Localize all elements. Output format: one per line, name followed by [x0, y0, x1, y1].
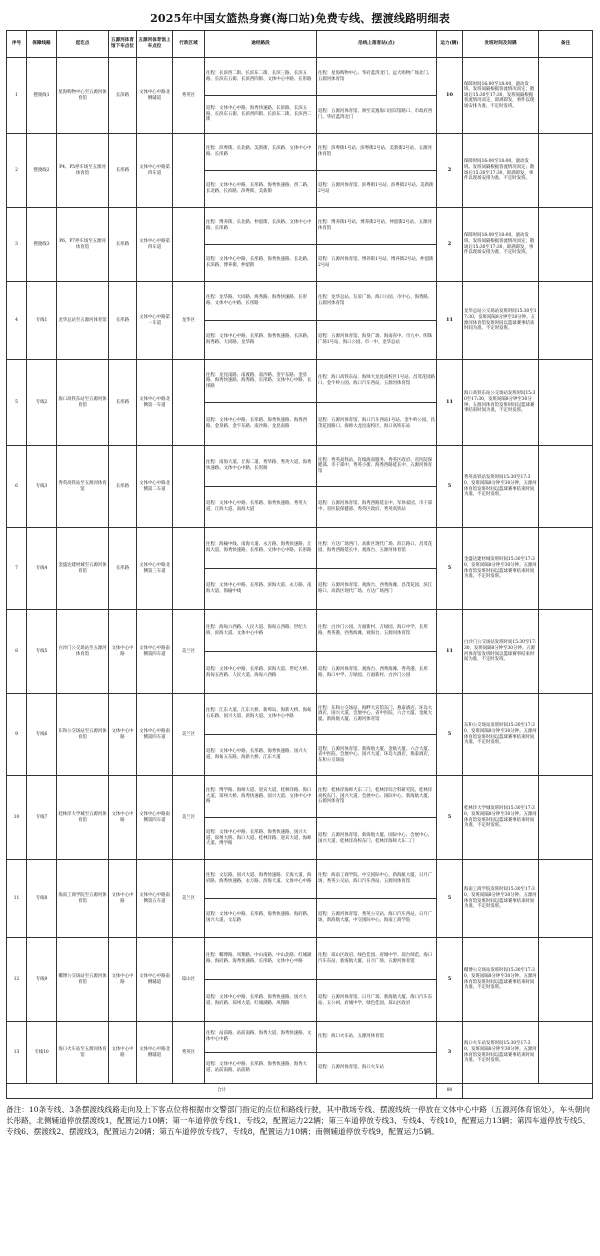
capacity: 5 [437, 776, 463, 860]
district [173, 446, 205, 528]
route-outbound: 往程：站前路、站前南路、海秀大道、海秀快速路、文体中心中路 [205, 1022, 317, 1053]
stops-return: 返程：五源河体育馆、滨粤街1号站、滨粤街2号站、美新街2号站 [317, 171, 437, 208]
table-row [7, 58, 593, 96]
pick-up-point: 文体中心中路南侧第四车道 [137, 610, 173, 694]
total-empty [463, 1084, 593, 1099]
table-row [7, 208, 593, 245]
schedule: 海南工商学院发班时间15:30至17:30，发班间隔8分钟至30分钟。五源河体育馆发班时间以篮球赛事结束时间为准，不定时发班。 [463, 860, 539, 938]
stops-return: 返程：五源河体育馆、海垦广场、海南省中、市九中、明珠广场1号站、海口公园、市一中、龙华总站 [317, 321, 437, 360]
row-number: 9 [7, 694, 27, 776]
footnote: 备注：10条专线、3条摆渡线线路走向及上下客点位将根据市交警部门指定的点位和路线行驶，其中散场专线、摆渡线统一停放在文体中心中路（五源河体育馆处），车头朝向长彤路，北侧辅道停放摆渡线1，配置运力10辆；第一车道停放专线1、专线2，配置运力22辆；第三车道停放专线3、专线4、专线10，配置运力13辆；第四车道停放专线5、专线6、摆渡线2、摆渡线3，配置运力20辆；第五车道停放专线7、专线8，配置运力10辆；南侧辅道停放专线9，配置运力5辆。 [6, 1105, 591, 1136]
line-name: 专线6 [27, 694, 57, 776]
header-cell: 运力(辆) [437, 31, 463, 58]
origin-destination: 桂林洋大学城至五源河体育馆 [57, 776, 109, 860]
route-return: 返程：文体中心中路、长彤路、滨海大道、永万路、南海大道、海榆中线 [205, 569, 317, 610]
origin-destination: 椰博公交场站至五源河体育馆 [57, 938, 109, 1022]
district: 秀英区 [173, 58, 205, 134]
remark [539, 528, 593, 610]
row-number: 6 [7, 446, 27, 528]
origin-destination: 东和公交场站至五源河体育馆 [57, 694, 109, 776]
remark [539, 610, 593, 694]
route-outbound: 往程：龙华路、大同路、海秀路、海秀快速路、长彤路、文体中心中路、长彤路 [205, 282, 317, 321]
stops-outbound: 往程：龙华总站、友谊广场、海口公园、市中心、海秀路、五源河体育馆 [317, 282, 437, 321]
route-return: 返程：文体中心中路、海秀快速路、长滨路、长滨五路、长滨东五街、长滨西四街、长滨东二街、长滨西二街 [205, 96, 317, 134]
origin-destination: 白沙门公交场站至五源河体育馆 [57, 610, 109, 694]
line-name: 专线4 [27, 528, 57, 610]
drop-off-point: 文体中心中路 [109, 694, 137, 776]
pick-up-point: 文体中心中路南侧第五车道 [137, 860, 173, 938]
district [173, 528, 205, 610]
stops-outbound: 往程：琼山区政府、绿色佳园、府城中学、琼台师范、海口汽车东站、新海航大厦、日月广场、五源河体育馆 [317, 938, 437, 980]
district: 琼山区 [173, 938, 205, 1022]
table-row [7, 610, 593, 652]
route-return: 返程：文体中心中路、长彤路、海秀快速路、长北路、长滨路、博养街、仲韶街 [205, 245, 317, 282]
stops-outbound: 往程：秀英高铁站、有线海南服务、秀英区政府、省医院保健部、市干部中、秀英小街、海秀西路延长中、五源河体育馆 [317, 446, 437, 487]
table-row [7, 860, 593, 899]
table-row [7, 528, 593, 569]
stops-outbound: 往程：海南工商学院、中交国际中心、新海航大厦、日月广场、秀英公交站、海口汽车西站、五源河体育馆 [317, 860, 437, 899]
stops-outbound: 往程：桂林洋海师大东二门、桂林洋综合科研究院、桂林洋高校东门、国兴大道、会展中心、国际中心、新海航大厦、五源河体育馆 [317, 776, 437, 818]
district: 美兰区 [173, 776, 205, 860]
remark [539, 282, 593, 360]
schedule: 龙华总站公交场站发班时间15:30至17:30，发班间隔8分钟至30分钟。五源河体育馆发班时间以篮球赛事结束时间为准，不定时发班。 [463, 282, 539, 360]
row-number: 4 [7, 282, 27, 360]
origin-destination: 海南工商学院至五源河体育馆 [57, 860, 109, 938]
capacity: 10 [437, 58, 463, 134]
route-return: 返程：文体中心中路、长彤路、海秀快速路、海秀西路、金垦路、金宇东路、南沙路、龙昆南路 [205, 403, 317, 446]
pick-up-point: 文体中心中路南侧第四车道 [137, 776, 173, 860]
remark [539, 694, 593, 776]
district: 美兰区 [173, 860, 205, 938]
remark [539, 134, 593, 208]
schedule: 白沙门公交场站发班时间15:30至17:30，发班间隔8分钟至30分钟。五源河体育馆发班时间以篮球赛事结束时间为准，不定时发班。 [463, 610, 539, 694]
route-outbound: 往程：海榆中线、南海大道、永万路、海秀快速路、丘海大道、海秀快速路、长彤路、文体中心中路、长彤路 [205, 528, 317, 569]
row-number: 12 [7, 938, 27, 1022]
district [173, 208, 205, 282]
schedule: 保障时间16:00至18:00，滚动发班。发班间隔根据客流情况而定；散场后15:30至17:30，即满即发，事件以现场安排为准，不定时发班。 [463, 208, 539, 282]
total-value: 80 [437, 1084, 463, 1099]
schedule: 椰博公交场站发班时间15:30至17:30，发班间隔8分钟至30分钟。五源河体育馆发班时间以篮球赛事结束时间为准，不定时发班。 [463, 938, 539, 1022]
route-outbound: 往程：博学路、海师大道、迎宾大道、桂林洋路、海口大道、琼州大桥、海秀快速路、国兴大道、文体中心中路 [205, 776, 317, 818]
drop-off-point: 长彤路 [109, 134, 137, 208]
stops-outbound: 往程：海口高铁东站、海师大龙昆南校区1号站、昌茂花园路口、金牛岭公园、海口汽车西站、五源河体育馆 [317, 360, 437, 403]
pick-up-point: 文体中心中路北侧辅道 [137, 58, 173, 134]
stops-outbound: 往程：星海购物中心、华府蓝湾北门、远大购物广场北门、五源河体育馆 [317, 58, 437, 96]
line-name: 专线9 [27, 938, 57, 1022]
pick-up-point: 文体中心中路北侧第二车道 [137, 446, 173, 528]
origin-destination: P4、P5停车场至五源河体育馆 [57, 134, 109, 208]
header-cell: 保障线路 [27, 31, 57, 58]
route-return: 返程：文体中心中路、长彤路、海秀快速路、秀英大道、丘海大道、南海大道 [205, 487, 317, 528]
row-number: 10 [7, 776, 27, 860]
drop-off-point: 长彤路 [109, 528, 137, 610]
stops-return: 返程：五源河体育馆、新海航大厦、金航大厦、六合大厦、省中医院、会展中心、国兴大道、环岛大酒店、燕泰酒店、东和公交场站 [317, 735, 437, 776]
total-label: 合计 [7, 1084, 437, 1099]
drop-off-point: 文体中心中路 [109, 1022, 137, 1084]
stops-outbound: 往程：海口火车站、五源河体育馆 [317, 1022, 437, 1053]
header-cell: 序号 [7, 31, 27, 58]
stops-return: 返程：五源河体育馆、博养街1号站、博养街2号站、仲韶街2号站 [317, 245, 437, 282]
stops-outbound: 往程：博养街1号站、博养街2号站、仲韶街2号站、五源河体育馆 [317, 208, 437, 245]
drop-off-point: 文体中心中路 [109, 776, 137, 860]
capacity: 11 [437, 360, 463, 446]
schedule: 金盛达建材城发班时间15:30至17:30，发班间隔8分钟至30分钟。五源河体育馆发班时间以篮球赛事结束时间为准，不定时发班。 [463, 528, 539, 610]
page [6, 0, 594, 1137]
header-cell: 沿线上落客站(点) [317, 31, 437, 58]
table-row [7, 134, 593, 171]
row-number: 11 [7, 860, 27, 938]
row-number: 3 [7, 208, 27, 282]
header-cell: 途经路段 [205, 31, 317, 58]
stops-outbound: 往程：东和公交场站、海畔大宾馆东门、燕泰酒店、环岛大酒店、国兴大道、会展中心、省中医院、六合大厦、金航大厦、新海航大厦、五源河体育馆 [317, 694, 437, 735]
district: 美兰区 [173, 610, 205, 694]
header-cell: 起讫点 [57, 31, 109, 58]
origin-destination: 海口高铁东站至五源河体育馆 [57, 360, 109, 446]
line-name: 摆渡线2 [27, 134, 57, 208]
district [173, 134, 205, 208]
route-outbound: 往程：海甸六西路、人民大道、海甸五西路、世纪大桥、滨海大道、文体中心中路 [205, 610, 317, 652]
route-table [6, 30, 593, 1099]
stops-return: 返程：五源河体育馆、新海航大厦、国际中心、会展中心、国兴大道、桂林洋高校东门、桂林洋海师大东二门 [317, 818, 437, 860]
stops-return: 返程：五源河体育馆、洲至美逸海口国宾馆路口、市政府西门、华府蓝湾北门 [317, 96, 437, 134]
drop-off-point: 长彤路 [109, 282, 137, 360]
row-number: 8 [7, 610, 27, 694]
stops-return: 返程：五源河体育馆、秀英公交站、海口汽车西站、日月广场、新海航大厦、中交国际中心、海南工商学院 [317, 899, 437, 938]
row-number: 13 [7, 1022, 27, 1084]
route-return: 返程：文体中心中路、长彤路、海秀快速路、海秀大道、站前南路、站前路 [205, 1053, 317, 1084]
route-return: 返程：文体中心中路、长彤路、海秀快速路、海府路、国兴大道、文坛路 [205, 899, 317, 938]
table-row [7, 1022, 593, 1053]
stops-return: 返程：五源河体育馆、海口火车站 [317, 1053, 437, 1084]
row-number: 1 [7, 58, 27, 134]
capacity: 2 [437, 208, 463, 282]
route-outbound: 往程：江东大道、江东大桥、新埠岛、海新大桥、海甸五东路、国兴大道、滨海大道、文体中心中路 [205, 694, 317, 735]
origin-destination: 海口火车站至五源河体育馆 [57, 1022, 109, 1084]
origin-destination: P6、P7停车场至五源河体育馆 [57, 208, 109, 282]
table-row [7, 694, 593, 735]
stops-return: 返程：五源河体育馆、海口汽车西站1号站、金牛岭公园、昌茂花园路口、海师大龙昆南校区、海口高铁东站 [317, 403, 437, 446]
drop-off-point: 长彤路 [109, 360, 137, 446]
remark [539, 1022, 593, 1084]
schedule: 东和公交场站发班时间15:30至17:30，发班间隔8分钟至30分钟。五源河体育馆发班时间以篮球赛事结束时间为准，不定时发班。 [463, 694, 539, 776]
pick-up-point: 文体中心中路南侧辅道 [137, 938, 173, 1022]
route-outbound: 往程：文坛路、国兴大道、海秀快速路、丘海大道、海府路、海秀快速路、永万路、滨海大道、文体中心中路 [205, 860, 317, 899]
stops-outbound: 往程：方达广场西门、高新区现代广场、滨江路口、昌茂花园、海秀西路延长中、观海台、五源河体育馆 [317, 528, 437, 569]
route-outbound: 往程：博养街、长北路、仲韶街、长滨路、文体中心中路、长彤路 [205, 208, 317, 245]
stops-return: 返程：五源河体育馆、观海台、西秀海滩、秀英港、长彤路、海口中学、万绿园、万福新村、白沙门公园 [317, 652, 437, 694]
route-return: 返程：文体中心中路、长彤路、海秀快速路、西二路、长北路、长滨路、滨粤街、美新街 [205, 171, 317, 208]
remark [539, 446, 593, 528]
schedule: 海口火车站发班时间15:30至17:30，发班间隔8分钟至30分钟。五源河体育馆发班时间以篮球赛事结束时间为准，不定时发班。 [463, 1022, 539, 1084]
total-row [7, 1084, 593, 1099]
capacity: 5 [437, 528, 463, 610]
header-cell: 行政区域 [173, 31, 205, 58]
stops-return: 返程：五源河体育馆、海秀西路延长中、军休家园、市干部中、省医院保健部、秀英区政府、秀英高铁站 [317, 487, 437, 528]
line-name: 专线8 [27, 860, 57, 938]
header-cell: 发班时间及间隔 [463, 31, 539, 58]
route-outbound: 往程：龙昆南路、南渡路、南沙路、金宇东路、金垦路、海秀快速路、海秀路、长彤路、文体中心中路、长彤路 [205, 360, 317, 403]
origin-destination: 星海购物中心至五源河体育馆 [57, 58, 109, 134]
capacity: 5 [437, 446, 463, 528]
line-name: 专线1 [27, 282, 57, 360]
pick-up-point: 文体中心中路北侧第一车道 [137, 360, 173, 446]
origin-destination: 龙华总站至五源河体育馆 [57, 282, 109, 360]
table-row [7, 938, 593, 980]
table-row [7, 282, 593, 321]
table-row [7, 446, 593, 487]
line-name: 专线5 [27, 610, 57, 694]
drop-off-point: 长滨路 [109, 58, 137, 134]
capacity: 2 [437, 134, 463, 208]
capacity: 3 [437, 1022, 463, 1084]
row-number: 2 [7, 134, 27, 208]
route-outbound: 往程：南海大道、丘海二道、秀华路、秀英大道、海秀快速路、文体中心中路、长彤路 [205, 446, 317, 487]
remark [539, 776, 593, 860]
pick-up-point: 文体中心中路第四车道 [137, 208, 173, 282]
table-row [7, 360, 593, 403]
route-return: 返程：文体中心中路、长彤路、海秀快速路、国兴大道、海甸五东路、海新大桥、江东大道 [205, 735, 317, 776]
line-name: 专线7 [27, 776, 57, 860]
route-outbound: 往程：长滨西二街、长滨东二街、长滨三路、长滨五路、长滨东五街、长滨西四街、文体中心中路、长彤路 [205, 58, 317, 96]
line-name: 专线2 [27, 360, 57, 446]
stops-outbound: 往程：滨粤街1号站、滨粤街2号站、美新街2号站、五源河体育馆 [317, 134, 437, 171]
row-number: 7 [7, 528, 27, 610]
header-cell: 备注 [539, 31, 593, 58]
remark [539, 360, 593, 446]
capacity: 5 [437, 860, 463, 938]
stops-return: 返程：五源河体育馆、观海台、西秀海滩、昌茂花园、滨江路口、高新区现代广场、方达广场西门 [317, 569, 437, 610]
table-row [7, 776, 593, 818]
route-return: 返程：文体中心中路、长彤路、海秀快速路、长滨路、海秀路、大同路、龙华路 [205, 321, 317, 360]
route-outbound: 往程：滨粤街、长北路、美新街、长滨路、文体中心中路、长彤路 [205, 134, 317, 171]
schedule: 桂林洋大学城发班时间15:30至17:30，发班间隔8分钟至30分钟。五源河体育馆发班时间以篮球赛事结束时间为准，不定时发班。 [463, 776, 539, 860]
drop-off-point: 文体中心中路 [109, 610, 137, 694]
drop-off-point: 长彤路 [109, 208, 137, 282]
pick-up-point: 文体中心中路第四车道 [137, 134, 173, 208]
row-number: 5 [7, 360, 27, 446]
page-title: 2025年中国女篮热身赛(海口站)免费专线、摆渡线路明细表 [150, 12, 450, 25]
district: 龙华区 [173, 282, 205, 360]
remark [539, 58, 593, 134]
remark [539, 938, 593, 1022]
schedule: 保障时间16:00至18:00，滚动发班。发班间隔根据客流情况而定；散场后15:30至17:30，发班间隔根据客流情况而定，即满即发，事件以现场安排为准，不定时发班。 [463, 58, 539, 134]
line-name: 专线10 [27, 1022, 57, 1084]
pick-up-point: 文体中心中路北侧辅道 [137, 1022, 173, 1084]
district [173, 360, 205, 446]
remark [539, 860, 593, 938]
remark [539, 208, 593, 282]
table-body [7, 58, 593, 1084]
route-outbound: 往程：椰博路、凤翔路、中山南路、中山北路、红城湖路、海府路、海秀快速路、长彤路、文体中心中路 [205, 938, 317, 980]
pick-up-point: 文体中心中路南侧第四车道 [137, 694, 173, 776]
schedule: 海口高铁东站公交场站发班时间15:30至17:30，发班间隔8分钟至30分钟。五源河体育馆发班时间以篮球赛事结束时间为准，不定时发班。 [463, 360, 539, 446]
drop-off-point: 文体中心中路 [109, 860, 137, 938]
schedule: 保障时间16:00至18:00，滚动发班。发班间隔根据客流情况而定；散场后15:30至17:30，即满即发，事件以现场安排为准，不定时发班。 [463, 134, 539, 208]
table-header-row [7, 31, 593, 58]
drop-off-point: 长彤路 [109, 446, 137, 528]
capacity: 5 [437, 938, 463, 1022]
pick-up-point: 文体中心中路第一车道 [137, 282, 173, 360]
line-name: 摆渡线3 [27, 208, 57, 282]
capacity: 11 [437, 282, 463, 360]
district: 美兰区 [173, 694, 205, 776]
origin-destination: 秀英高铁站至五源河体育馆 [57, 446, 109, 528]
header-cell: 五源河体育馆上车点位 [137, 31, 173, 58]
drop-off-point: 文体中心中路 [109, 938, 137, 1022]
pick-up-point: 文体中心中路北侧第三车道 [137, 528, 173, 610]
schedule: 秀英高铁站发班时间15:30至17:30，发班间隔8分钟至30分钟，五源河体育馆发班时间以篮球赛事结束时间为准，不定时发班。 [463, 446, 539, 528]
stops-return: 返程：五源河体育馆、日月广场、新海航大厦、海口汽车东站、五公祠、府城中学、绿色佳园、琼山区政府 [317, 980, 437, 1022]
route-return: 返程：文体中心中路、长彤路、海秀快速路、国兴大道、琼州大桥、海口大道、桂林洋路、迎宾大道、海师大道、博学路 [205, 818, 317, 860]
stops-outbound: 往程：白沙门公园、万福新村、万绿园、海口中学、长彤路、秀英港、西秀海滩、观海台、五源河体育馆 [317, 610, 437, 652]
origin-destination: 金盛达建材城至五源河体育馆 [57, 528, 109, 610]
route-return: 返程：文体中心中路、长彤路、滨海大道、世纪大桥、海甸五西路、人民大道、海甸六西路 [205, 652, 317, 694]
header-cell: 五源河体育馆下车点位 [109, 31, 137, 58]
line-name: 专线3 [27, 446, 57, 528]
district: 秀英区 [173, 1022, 205, 1084]
route-return: 返程：文体中心中路、长彤路、海秀快速路、国兴大道、海府路、琼州大道、红城湖路、凤翔路 [205, 980, 317, 1022]
capacity: 5 [437, 694, 463, 776]
line-name: 摆渡线1 [27, 58, 57, 134]
capacity: 11 [437, 610, 463, 694]
